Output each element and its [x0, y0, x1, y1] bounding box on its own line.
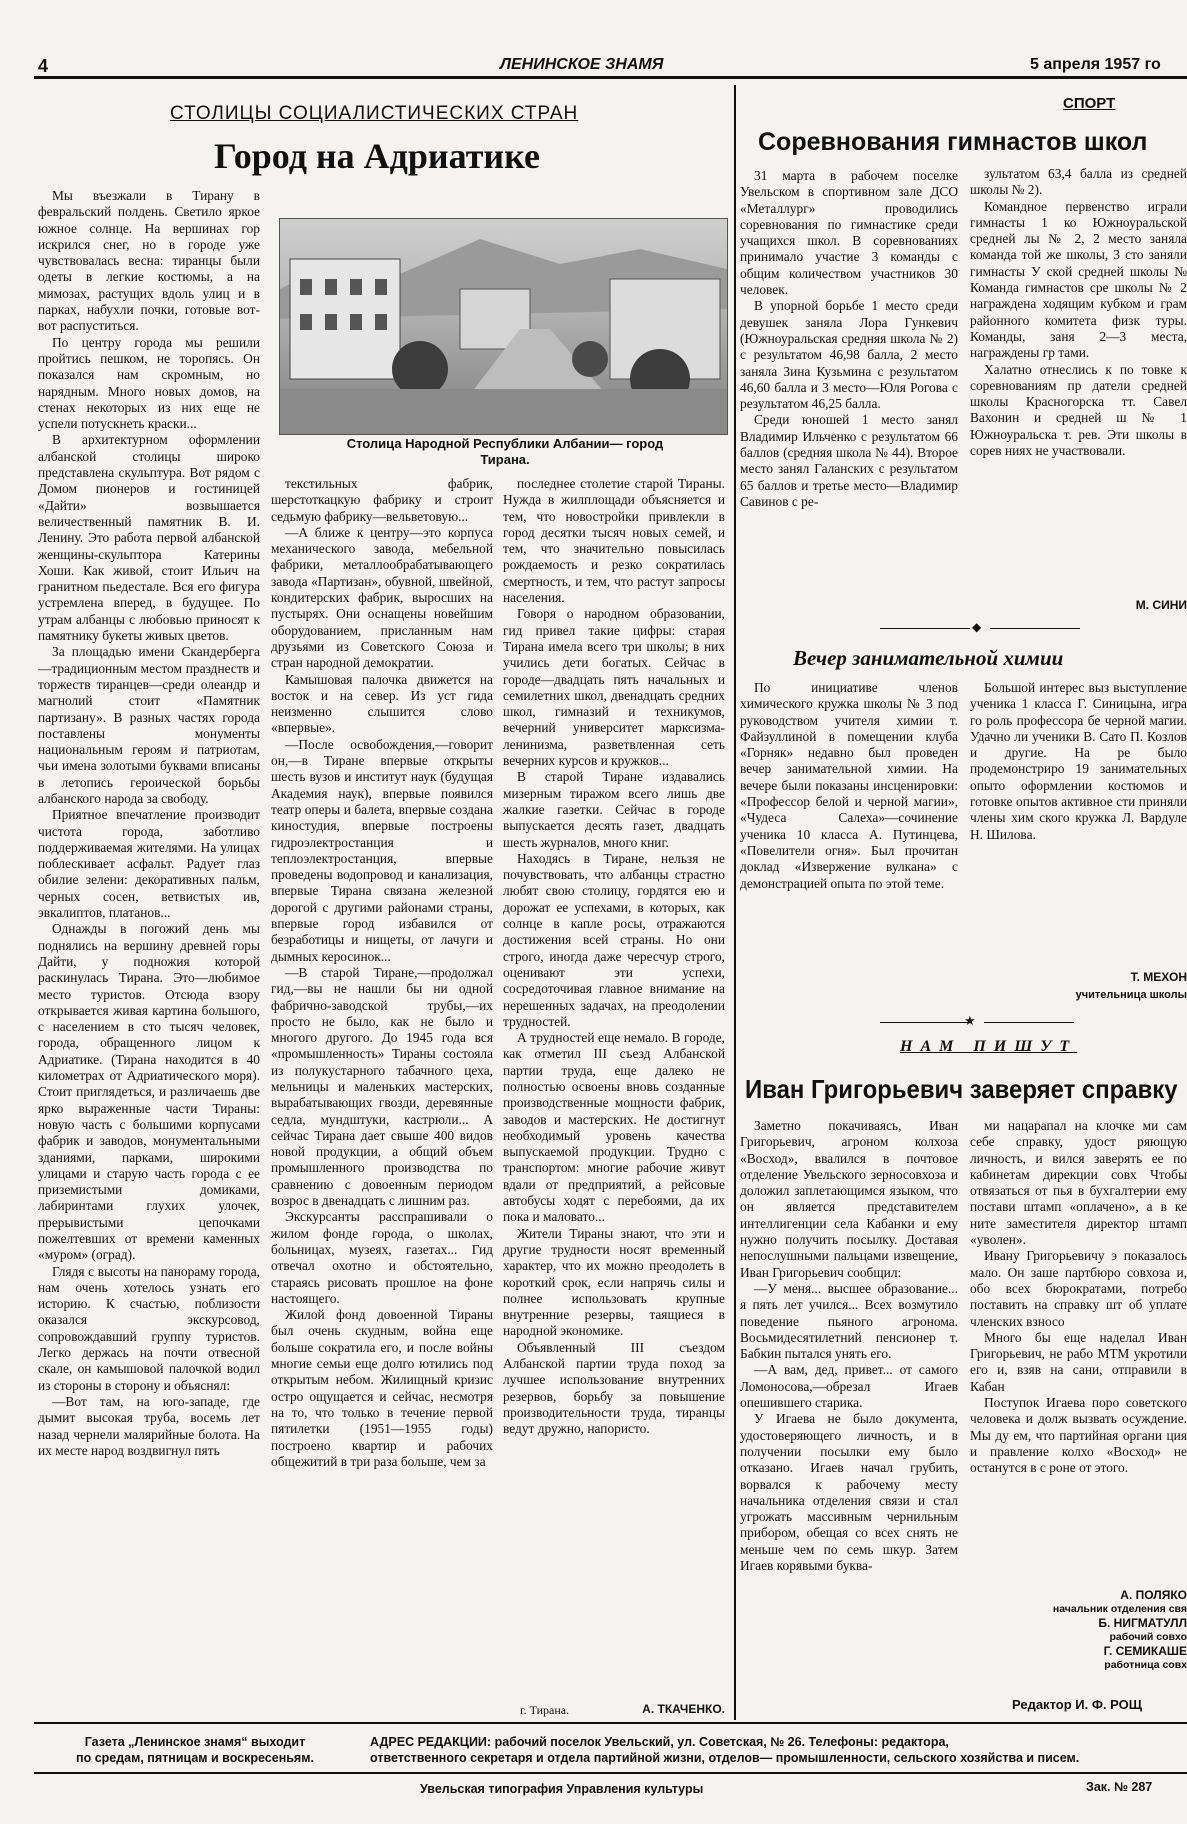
paragraph: Экскурсанты расспрашивали о жилом фонде города, о школах, больницах, музеях, газетах... Гид отвечал охотно и обстоятельно, стараясь рисовать прошлое на фоне настоящего. — [271, 1209, 493, 1306]
paragraph: За площадью имени Скандерберга—традиционным местом празднеств и торжеств тиранцев—среди олеандр и магнолий стоит «Памятник партизану». В разных частях города поставлены монументы национальным героям и патриотам, чьи имена золотыми буквами вписаны в летопись героической борьбы албанского народа за свободу. — [38, 644, 260, 806]
paragraph: Камышовая палочка движется на восток и на север. Из уст гида неизменно слышится слово «впервые». — [271, 671, 493, 736]
paragraph: Глядя с высоты на панораму города, нам очень хотелось узнать его историю. К счастью, поблизости оказался экскурсовод, сопровождавший группу туристов. Легко держась на почти отвесной скале, он камышовой палочкой водил из стороны в сторону и объяснял: — [38, 1263, 260, 1393]
signature-role: работница совх — [1104, 1659, 1187, 1671]
sport-author: М. СИНИ — [1135, 598, 1187, 612]
paragraph: ми нацарапал на клочке ми сам себе справку, удост ряющую личность, и вился заверять ее по кабинетам дирекции совх Чтобы отвязаться от пья в бухгалтерии ему постави штамп «оплачено», а в ке ните заместителя директор штамп «уволен». — [970, 1118, 1187, 1248]
newspaper-title: ЛЕНИНСКОЕ ЗНАМЯ — [500, 56, 664, 73]
chemistry-author-role: учительница школы — [1075, 989, 1187, 1001]
article-headline: Город на Адриатике — [214, 136, 540, 176]
dateline: г. Тирана. — [520, 1703, 570, 1717]
paragraph: —После освобождения,—говорит он,—в Тиране впервые открыты шесть вузов и институт наук (будущая Академия наук), впервые появился театр оперы и балета, впервые создана киностудия, впервые построены гидроэлектростанция и теплоэлектростанция, впервые проведены водопровод и канализация, впервые Тирана связана железной дорогой с другими районами страны, впервые город избавился от безработицы и нищеты, от лачуги и дымных керосинок... — [271, 736, 493, 964]
divider-diamond-icon: ◆ — [972, 620, 982, 634]
paragraph: —В старой Тиране,—продолжал гид,—вы не нашли бы ни одной фабрично-заводской трубы,—их просто не было, как не было и многого другого. До 1945 года вся «промышленность» Тираны состояла из полукустарного табачного цеха, мельницы и маленьких мастерских, вырабатывающих гвозди, деревянные седла, мундштуки, кастрюли... А сейчас Тирана дает свыше 400 видов новой продукции, а общий объем промышленного производства по сравнению с довоенным периодом возрос в двенадцать с лишним раз. — [271, 964, 493, 1209]
printer-line: Увельская типография Управления культуры — [420, 1782, 704, 1796]
letters-column-2 — [970, 1118, 1187, 1584]
signature-role: рабочий совхо — [1109, 1631, 1187, 1643]
paragraph: Халатно отнеслись к по товке к соревнованиям пр датели средней школы Красногорска тт. Савел Вахонин и средней ш № 1 Южноуральска т. рев. Эти школы в сорев ниях не участвовали. — [970, 361, 1187, 459]
footer-schedule-line1: Газета „Ленинское знамя“ выходит — [84, 1735, 306, 1749]
chemistry-column-2 — [970, 680, 1187, 970]
paragraph: Говоря о народном образовании, гид привел такие цифры: старая Тирана имела всего три школы; в них учились дети богатых. Сейчас в городе—двадцать пять начальных и семилетних школ, двенадцать средних школ, гимназий и техникумов, вечерний университет марксизма-ленинизма, разветвленная сеть вечерних курсов и кружков... — [503, 606, 725, 769]
footer-rule-top — [34, 1722, 1187, 1724]
letters-headline: Иван Григорьевич заверяет справку — [745, 1074, 1178, 1104]
paragraph: По центру города мы решили пройтись пешком, не торопясь. Он показался нам скромным, но нарядным. Много новых домов, на стенах некоторых из них еще не успели потускнеть краски... — [38, 334, 260, 432]
sport-headline: Соревнования гимнастов школ — [758, 128, 1148, 156]
rubric-letters: НАМ ПИШУТ — [900, 1038, 1078, 1055]
paragraph: В архитектурном оформлении албанской столицы широко представлена скульптура. Вот рядом с Домом пионеров и гостиницей «Дайти» возвышается величественный памятник В. И. Ленину. Это работа первой албанской женщины-скульптора Катерины Хоши. Как живой, стоит Ильич на гранитном пьедестале. Вся его фигура устремлена вперед, в будущее. По утрам албанцы с любовью приносят к памятнику букеты живых цветов. — [38, 432, 260, 644]
paragraph: У Игаева не было документа, удостоверяющего личность, и в получении посылки ему было отказано. Игаев начал грубить, ворвался к рабочему месту начальника отделения связи и стал угрожать массивным чернильным прибором, обещая со всех снять не меньше чем по семь шкур. Затем Игаев корявыми буква- — [740, 1411, 958, 1574]
signature-name: Г. СЕМИКАШЕ — [1103, 1644, 1187, 1658]
paragraph: —Вот там, на юго-западе, где дымит высокая труба, восемь лет назад чернели малярийные болота. На их месте народ воздвигнул пять — [38, 1393, 260, 1458]
editor-line: Редактор И. Ф. РОЩ — [1012, 1697, 1142, 1712]
sport-column-2 — [970, 166, 1187, 586]
footer-address — [370, 1734, 1187, 1766]
paragraph: В старой Тиране издавались мизерным тиражом всего лишь две жалкие газетки. Сейчас в городе выпускается десять газет, двадцать шесть журналов, много книг. — [503, 769, 725, 850]
left-article-column-2 — [271, 476, 493, 1720]
footer-address-line1: рабочий поселок Увельский, ул. Советская, № 26. Телефоны: редактора, — [494, 1735, 949, 1749]
paragraph: зультатом 63,4 балла из средней школы № 2). — [970, 166, 1187, 198]
page-number: 4 — [38, 56, 49, 76]
footer-address-label: АДРЕС РЕДАКЦИИ: — [370, 1735, 492, 1749]
chemistry-column-1 — [740, 680, 958, 1010]
divider-ornament-right — [990, 628, 1080, 629]
photo-tirana — [279, 218, 728, 435]
paragraph: По инициативе членов химического кружка школы № 3 под руководством учителя химии т. Файзуллиной в помещении клуба «Горняк» недавно был проведен вечер занимательной химии. На вечере были показаны инсценировки: «Профессор белой и черной магии», «Чудеса Салеха»—сочинение ученика 10 класса А. Путинцева, «Повелители огня». Был прочитан доклад «Извержение вулкана» с демонстрацией опыта по этой теме. — [740, 680, 958, 891]
order-number: Зак. № 287 — [1086, 1780, 1153, 1794]
divider-star-icon: ★ — [964, 1013, 976, 1028]
footer-address-line2: ответственного секретаря и отдела партийной жизни, отделов— промышленности, сельского хозяйства и писем. — [370, 1751, 1080, 1765]
letters-signatures — [990, 1588, 1187, 1672]
paragraph: Много бы еще наделал Иван Григорьевич, не рабо МТМ укротили его и, взяв на сани, отправили в Кабан — [970, 1329, 1187, 1394]
paragraph: А трудностей еще немало. В городе, как отметил III съезд Албанской партии труда, еще далеко не полностью освоены вновь созданные производственные мощности фабрик, заводов и мастерских. Не достигнут необходимый уровень качества выпускаемой продукции. Трудно с транспортом: многие рабочие живут вдали от предприятий, а рейсовые автобусы ходят с перебоями, да их пока и маловато... — [503, 1030, 725, 1225]
paragraph: 31 марта в рабочем поселке Увельском в спортивном зале ДСО «Металлург» проводились соревнования по гимнастике среди учащихся школ. В соревнованиях принимало участие 3 команды с общим количеством участников 30 человек. — [740, 168, 958, 298]
paragraph: текстильных фабрик, шерстоткацкую фабрику и строит седьмую фабрику—вельветовую... — [271, 476, 493, 524]
divider-ornament-right-2 — [984, 1022, 1074, 1023]
divider-ornament-left — [880, 628, 970, 629]
author-signature: А. ТКАЧЕНКО. — [642, 1702, 725, 1716]
paragraph: Большой интерес выз выступление ученика 1 класса Г. Синицына, игра го роль профессора бе черной магии. Удачно ли ученики В. Сато П. Козлов и другие. На ре было продемонстриро 19 занимательных опыто оформлении костюмов и готовке опытов активное сти приняли члены хим ского кружка Л. Вардуле Н. Шилова. — [970, 680, 1187, 842]
rubric-sport: СПОРТ — [1063, 95, 1116, 112]
paragraph: Среди юношей 1 место занял Владимир Ильченко с результатом 66 баллов (средняя школа № 44). Второе место занял Галанских с результатом 65 баллов и третье место—Владимир Савинов с ре- — [740, 412, 958, 509]
paragraph: Ивану Григорьевичу э показалось мало. Он заше партбюро совхоза и, обо всех бюрократами, потребо поставить на справку шт об уплате членских взносо — [970, 1248, 1187, 1329]
paragraph: последнее столетие старой Тираны. Нужда в жилплощади объясняется и тем, что новостройки привлекли в город десятки тысяч новых семей, и тем, что значительно повысилась рождаемость и резко сократилась смертность, и тем, что растут запросы населения. — [503, 476, 725, 606]
footer-schedule — [50, 1734, 340, 1766]
signature-name: Б. НИГМАТУЛЛ — [1098, 1616, 1187, 1630]
signature-name: А. ПОЛЯКО — [1120, 1588, 1187, 1602]
left-article-column-1 — [38, 188, 260, 1720]
signature-role: начальник отделения свя — [1052, 1603, 1187, 1615]
rubric-capitals: СТОЛИЦЫ СОЦИАЛИСТИЧЕСКИХ СТРАН — [170, 103, 579, 124]
divider-ornament-left-2 — [880, 1022, 970, 1023]
paragraph: —У меня... высшее образование... я пять лет учился... Всех возмутило поведение пьяного агронома. Восьмидесятилетний пенсионер т. Бабкин пытался унять его. — [740, 1280, 958, 1362]
paragraph: —А ближе к центру—это корпуса механического завода, мебельной фабрики, металлообрабатывающего завода «Партизан», обувной, швейной, кондитерских фабрик, выросших на пустырях. Они оснащены новейшим оборудованием, присланным нам друзьями из Советского Союза и стран народной демократии. — [271, 524, 493, 671]
column-divider — [734, 85, 736, 1720]
left-article-column-3 — [503, 476, 725, 1698]
paragraph: Жилой фонд довоенной Тираны был очень скудным, война еще больше сократила его, и после войны многие семьи еще долго ютились под открытым небом. Жилищный кризис остро ощущается и сейчас, несмотря на то, что только в течение первой пятилетки (1951—1955 годы) построено квартир и рабочих общежитий в три раза больше, чем за — [271, 1307, 493, 1469]
photo-caption: Столица Народной Республики Албании— город Тирана. — [346, 436, 664, 467]
letters-column-1 — [740, 1118, 958, 1678]
paragraph: Поступок Игаева поро советского человека и долж вызвать осуждение. Мы ду ем, что партийная органи ция и правление колхо «Восход» не останутся в с роне от этого. — [970, 1395, 1187, 1476]
paragraph: Приятное впечатление производит чистота города, заботливо поддерживаемая жителями. На улицах поблескивает асфальт. Радует глаз обилие зелени: декоративных пальм, черных сосен, ветвистых ив, эвкалиптов, платанов... — [38, 807, 260, 921]
paragraph: Заметно покачиваясь, Иван Григорьевич, агроном колхоза «Восход», ввалился в почтовое отделение Увельского зерносовхоза и доложил заплетающимся языком, что он является представителем интеллигенции села Кабанки и ему нужно получить посылку. Доставая непослушными пальцами извещение, Иван Григорьевич сообщил: — [740, 1118, 958, 1280]
chemistry-author: Т. МЕХОН — [1130, 970, 1187, 984]
sport-column-1 — [740, 168, 958, 608]
issue-date: 5 апреля 1957 го — [1030, 56, 1161, 73]
footer-schedule-line2: по средам, пятницам и воскресеньям. — [76, 1751, 314, 1765]
paragraph: Жители Тираны знают, что эти и другие трудности носят временный характер, что их можно преодолеть в короткий срок, если напрячь силы и полнее использовать крупные внутренние резервы, таящиеся в народной экономике. — [503, 1225, 725, 1339]
paragraph: В упорной борьбе 1 место среди девушек заняла Лора Гункевич (Южноуральская средняя школа № 2) с результатом 46,98 балла, 2 место заняла Зина Кузьмина с результатом 46,60 балла и 3 место—Юля Рогова с результатом 46,25 балла. — [740, 298, 958, 412]
masthead-rule — [34, 76, 1187, 79]
footer-rule-bottom — [34, 1772, 1187, 1774]
chemistry-headline: Вечер занимательной химии — [793, 646, 1064, 670]
paragraph: Находясь в Тиране, нельзя не почувствовать, что албанцы страстно любят свою столицу, гордятся ею и дорожат ее успехами, в которых, как солнце в капле росы, отражаются достижения всей страны. Но они строго, иногда даже чересчур строго, оценивают эти успехи, сосредоточивая главное внимание на нерешенных задачах, на преодолении трудностей. — [503, 850, 725, 1029]
paragraph: Мы въезжали в Тирану в февральский полдень. Светило яркое южное солнце. На вершинах гор искрился снег, но в городе уже чувствовалась весна: тиранцы были одеты в легкие костюмы, а на мимозах, растущих вдоль улиц и в парках, набухли почки, готовые вот-вот распуститься. — [38, 188, 260, 334]
paragraph: Командное первенство играли гимнасты 1 ко Южноуральской средней лы № 2, 2 место заняла команда той же школы, 3 сто заняли гимнасты У ской средней школы № Команда гимнастов сре школы № 2 награждена ходящим кубком и грам районного комитета физк туры. Команды, заня 2—3 места, награждены гр тами. — [970, 198, 1187, 361]
paragraph: —А вам, дед, привет... от самого Ломоносова,—обрезал Игаев опешившего старика. — [740, 1362, 958, 1411]
paragraph: Объявленный III съездом Албанской партии труда поход за лучшее использование внутренних резервов, борьбу за повышение производительности труда, тиранцы ведут дружно, напористо. — [503, 1339, 725, 1437]
paragraph: Однажды в погожий день мы поднялись на вершину древней горы Дайти, у подножия которой раскинулась Тирана. Это—любимое место туристов. Отсюда взору открывается живая картина большого, с населением в сто тысяч человек, города, обращенного лицом к Адриатике. (Тирана находится в 40 километрах от Адриатического моря). Стоит приглядеться, и различаешь две ярко выраженные части Тираны: новую часть с большими корпусами фабрик и заводов, монументальными зданиями, парками, широкими улицами и старую часть города с ее приземистыми домиками, лабиринтами глухих улочек, прерывистыми цепочками пожелтевших от времени каменных «муром» (оград). — [38, 921, 260, 1263]
